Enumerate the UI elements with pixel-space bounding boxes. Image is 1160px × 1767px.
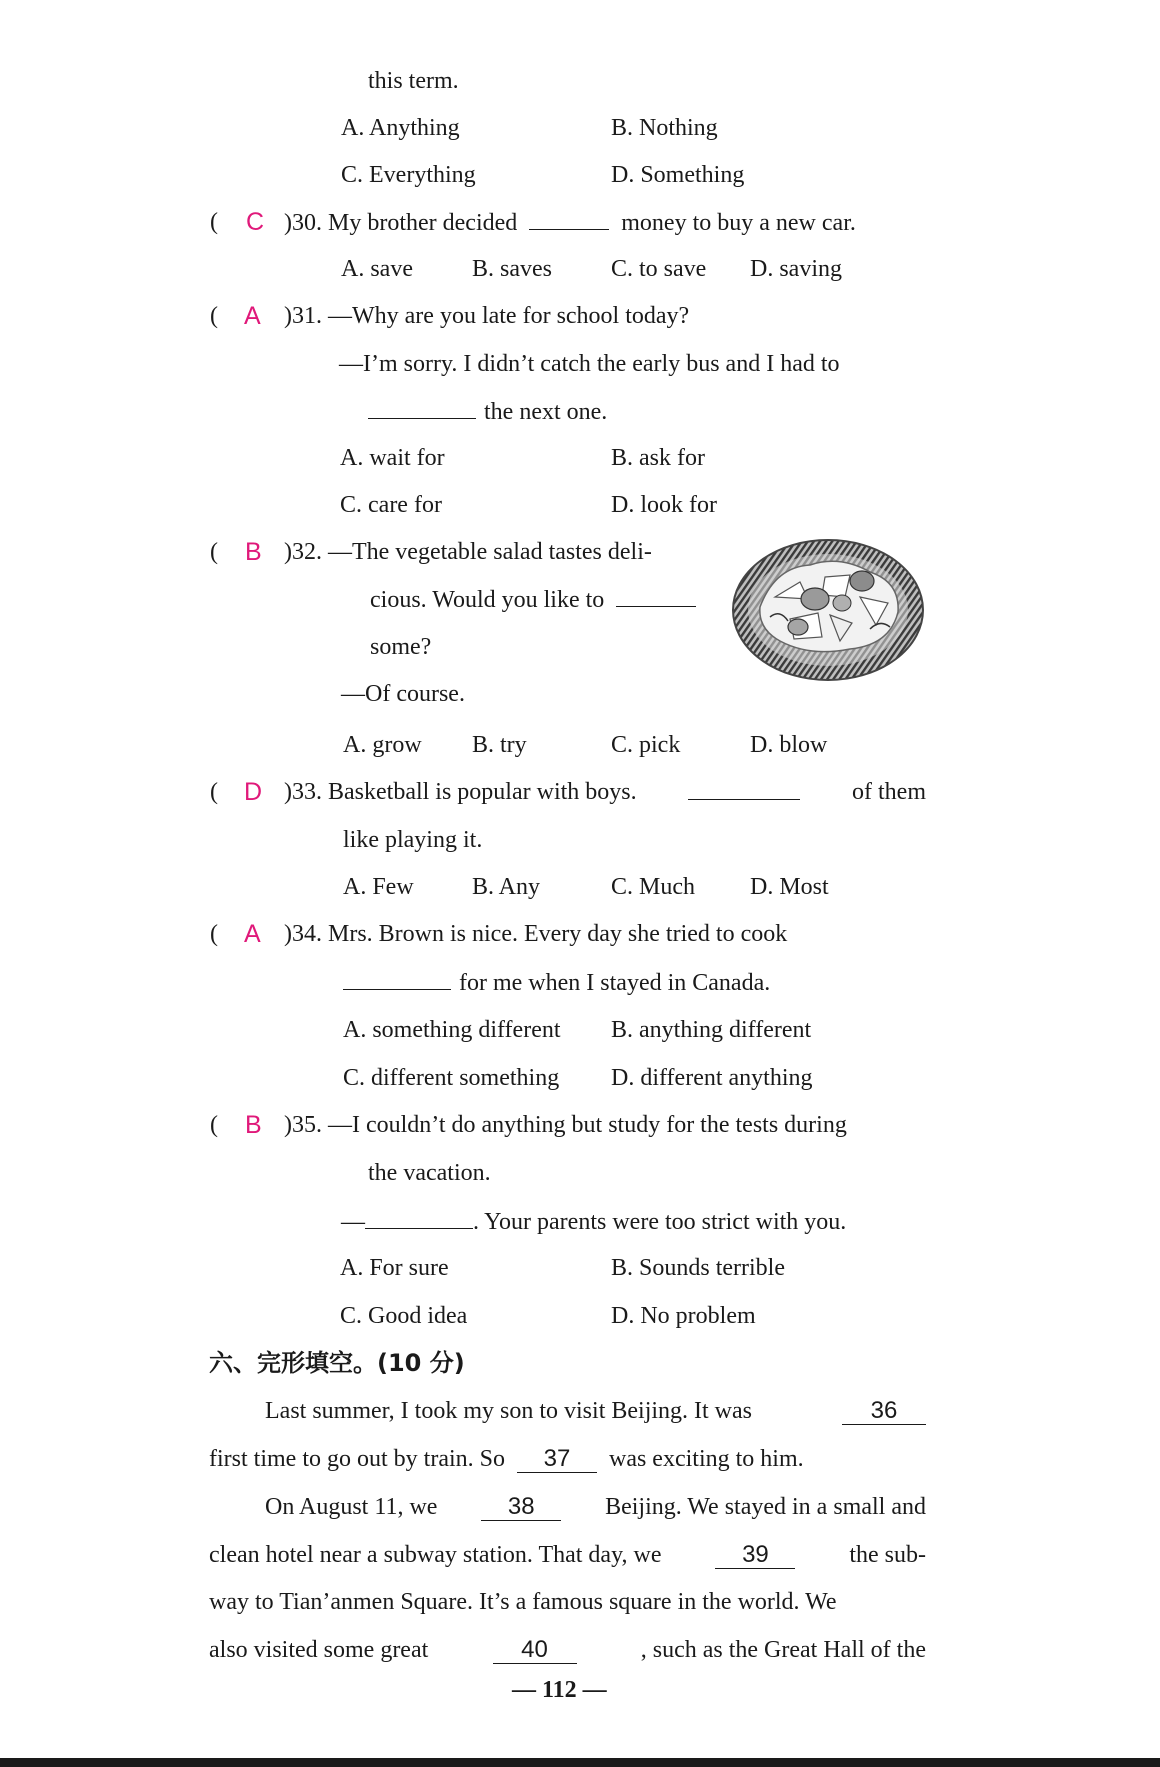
q33-option-a: A. Few [343,874,414,900]
q33-stem-post: of them [852,779,926,805]
q32-answer: B [245,538,262,566]
passage-line-4-post: the sub- [849,1542,926,1568]
q35-option-b: B. Sounds terrible [611,1255,785,1281]
q35-stem: )35. —I couldn’t do anything but study for the tests during [284,1112,847,1138]
q30-option-c: C. to save [611,256,707,282]
q32-option-b: B. try [472,732,527,758]
section-heading-cloze: 六、完形填空。(10 分) [209,1349,465,1377]
q31-option-a: A. wait for [340,445,445,471]
blank-38: 38 [481,1494,561,1521]
q35-option-c: C. Good idea [340,1303,468,1329]
q31-option-b: B. ask for [611,445,705,471]
q33-option-c: C. Much [611,874,695,900]
q32-stem-line1: )32. —The vegetable salad tastes deli- [284,539,652,565]
q35-stem-line2: the vacation. [368,1160,491,1186]
q31-reply-line2-text: the next one. [484,399,608,425]
q30-option-d: D. saving [750,256,842,282]
q32-blank [616,584,696,607]
bottom-edge-bar [0,1758,1160,1767]
q31-reply-line2 [368,396,607,427]
q35-reply-text: . Your parents were too strict with you. [473,1209,847,1235]
q35-answer-bracket: ( [210,1112,218,1138]
passage-line-3-pre: On August 11, we [265,1494,438,1520]
q31-blank [368,396,476,419]
q30-stem [284,207,856,238]
q31-option-c: C. care for [340,492,442,518]
passage-line-6 [209,1635,926,1665]
q31-option-d: D. look for [611,492,717,518]
blank-40: 40 [493,1637,577,1664]
q32-stem-line3: some? [370,634,432,660]
q29-option-a: A. Anything [341,115,460,141]
q33-blank [688,777,800,800]
q35-option-d: D. No problem [611,1303,756,1329]
q30-blank [529,207,609,230]
q34-stem-line2 [343,967,770,998]
page-number: — 112 — [512,1677,607,1703]
q31-answer: A [244,302,261,330]
q35-blank [365,1206,473,1229]
passage-line-6-pre: also visited some great [209,1637,429,1663]
q30-option-b: B. saves [472,256,552,282]
passage-line-1 [265,1396,926,1426]
q32-stem-line2-text: cious. Would you like to [370,587,605,613]
q32-option-a: A. grow [343,732,422,758]
passage-line-6-post: , such as the Great Hall of the [640,1637,926,1663]
q34-option-c: C. different something [343,1065,560,1091]
q30-stem-pre: )30. My brother decided [284,210,518,236]
blank-36: 36 [842,1398,926,1425]
q34-answer-bracket: ( [210,921,218,947]
passage-line-2-pre: first time to go out by train. So [209,1446,505,1472]
q35-reply [341,1206,846,1237]
q34-option-b: B. anything different [611,1017,812,1043]
q30-answer-bracket: ( [210,209,218,235]
q31-reply-line1: —I’m sorry. I didn’t catch the early bus and I had to [339,351,840,377]
passage-line-2 [209,1444,804,1474]
q29-option-b: B. Nothing [611,115,718,141]
q32-option-c: C. pick [611,732,681,758]
q29-option-d: D. Something [611,162,745,188]
q30-stem-post: money to buy a new car. [621,210,856,236]
q32-answer-bracket: ( [210,539,218,565]
q32-reply: —Of course. [341,681,465,707]
q33-option-d: D. Most [750,874,829,900]
q29-option-c: C. Everything [341,162,476,188]
passage-line-5-text: way to Tian’anmen Square. It’s a famous square in the world. We [209,1589,837,1615]
q29-stem-end: this term. [368,68,459,94]
q34-option-d: D. different anything [611,1065,813,1091]
q35-answer: B [245,1111,262,1139]
q30-option-a: A. save [341,256,413,282]
q34-stem-line2-text: for me when I stayed in Canada. [459,970,771,996]
q33-option-b: B. Any [472,874,541,900]
q32-stem-line2 [370,584,696,615]
passage-line-1-text: Last summer, I took my son to visit Beijing. It was [265,1398,753,1424]
passage-line-4-pre: clean hotel near a subway station. That day, we [209,1542,662,1568]
passage-line-3-post: Beijing. We stayed in a small and [605,1494,926,1520]
q30-answer: C [246,208,265,236]
blank-39: 39 [715,1542,795,1569]
q35-option-a: A. For sure [340,1255,449,1281]
q31-stem: )31. —Why are you late for school today? [284,303,690,329]
q34-blank [343,967,451,990]
q33-stem [284,777,926,807]
passage-line-4 [209,1540,926,1570]
q33-stem-line2: like playing it. [343,827,483,853]
q34-answer: A [244,920,261,948]
q34-stem: )34. Mrs. Brown is nice. Every day she tried to cook [284,921,788,947]
blank-37: 37 [517,1446,597,1473]
q35-reply-dash: — [341,1209,365,1235]
salad-plate-image [730,537,926,683]
q33-answer: D [244,778,263,806]
passage-line-3 [265,1492,926,1522]
q33-stem-pre: )33. Basketball is popular with boys. [284,779,637,805]
passage-line-5 [209,1587,926,1617]
q32-option-d: D. blow [750,732,828,758]
q34-option-a: A. something different [343,1017,561,1043]
q31-answer-bracket: ( [210,303,218,329]
passage-line-2-post: was exciting to him. [608,1446,804,1472]
q33-answer-bracket: ( [210,779,218,805]
